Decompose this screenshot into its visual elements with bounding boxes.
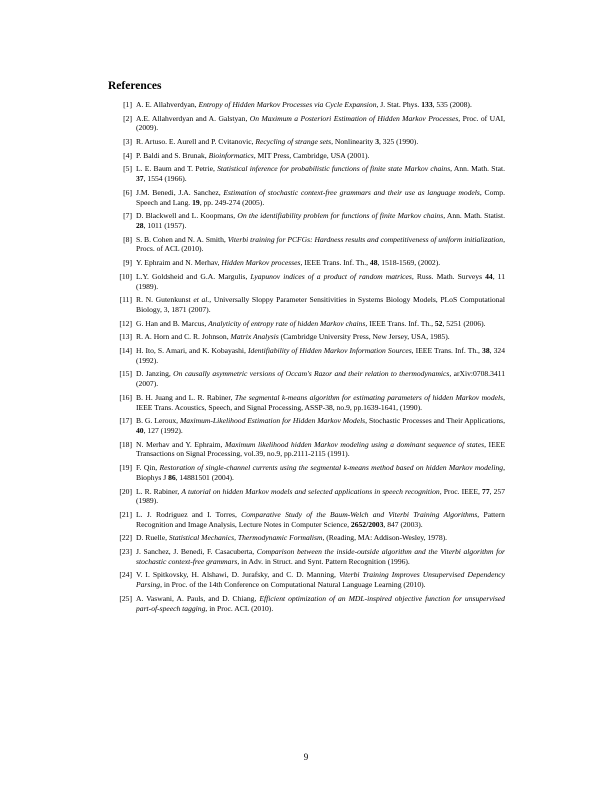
reference-number: [23] [119,547,132,557]
reference-number: [12] [119,318,132,328]
reference-source: , arXiv:0708.3411 (2007). [136,369,505,389]
reference-item [108,510,505,530]
reference-source: , Pattern Recognition and Image Analysis, Lecture Notes in Computer Science, [136,509,505,529]
reference-pages: , 325 (1990). [378,137,419,147]
reference-authors: L. E. Baum and T. Petrie, [136,164,218,174]
reference-title: Maximum likelihood hidden Markov modeling using a dominant sequence of states [225,439,485,449]
reference-authors: S. B. Cohen and N. A. Smith, [136,234,228,244]
reference-number: [6] [123,187,132,197]
reference-volume: 37 [136,174,144,184]
reference-source: , in Adv. in Struct. and Synt. Pattern Recognition (1996). [237,556,410,566]
reference-authors: J. Sanchez, J. Benedi, F. Casacuberta, [136,547,257,557]
reference-pages: Universally Sloppy Parameter Sensitivities in Systems Biology Models, PLoS Computational Biology, 3, 1871 (2007). [136,295,505,314]
reference-title: On Maximum a Posteriori Estimation of Hidden Markov Processes [249,113,459,123]
reference-authors: R. A. Horn and C. R. Johnson, [136,332,231,342]
reference-title: A tutorial on hidden Markov models and selected applications in speech recognition [181,486,440,496]
reference-authors: L. R. Rabiner, [136,486,182,496]
reference-authors: A. Vaswani, A. Pauls, and D. Chiang, [136,593,260,603]
reference-title: Matrix Analysis [230,332,279,342]
reference-title: Lyapunov indices of a product of random matrices [250,271,412,281]
reference-number: [17] [119,416,132,426]
reference-title: Analyticity of entropy rate of hidden Markov chains [208,318,366,328]
reference-authors: R. Artuso. E. Aurell and P. Cvitanovic, [136,137,256,147]
reference-source: , Procs. of ACL (2010). [136,234,505,254]
reference-number: [19] [119,463,132,473]
reference-volume: 40 [136,426,144,436]
reference-item [108,594,505,614]
reference-item [108,295,505,315]
reference-item [108,258,505,268]
reference-volume: 86 [168,472,176,482]
reference-authors: D. Janzing, [136,369,174,379]
reference-title: Comparative Study of the Baum-Welch and Viterbi Training Algorithms [241,509,478,519]
reference-source: , IEEE Trans. Acoustics, Speech, and Signal Processing, ASSP-38, no.9, pp.1639-1641, (1990). [136,392,505,412]
reference-volume: 2652/2003 [350,519,384,529]
reference-volume: 52 [434,318,443,328]
reference-number: [21] [119,509,132,519]
reference-title: Statistical Mechanics, Thermodynamic Formalism [168,533,323,543]
reference-item [108,188,505,208]
reference-source: , J. Stat. Phys. [376,100,422,109]
reference-authors: N. Merhav and Y. Ephraim, [136,439,226,449]
reference-source: , Proc. of UAI, (2009). [136,113,506,133]
reference-pages: , 1518-1569, (2002). [377,258,441,268]
reference-source: , Biophys J [136,463,505,482]
reference-source: , in Proc. ACL (2010). [205,603,274,613]
reference-authors: B. G. Leroux, [136,416,180,426]
reference-pages: , 324 (1992). [136,345,505,365]
reference-number: [5] [123,164,132,174]
reference-title: Identifiability of Hidden Markov Information Sources [248,345,412,355]
reference-source: , IEEE Trans. Inf. Th., [411,345,483,355]
reference-number: [4] [123,150,132,160]
reference-number: [8] [123,234,132,244]
reference-authors: L.Y. Goldsheid and G.A. Margulis, [136,271,251,281]
reference-volume: 3 [375,137,379,147]
reference-authors: A.E. Allahverdyan and A. Galstyan, [136,113,250,123]
reference-pages: , 535 (2008). [432,100,472,109]
reference-item [108,137,505,147]
reference-authors: H. Ito, S. Amari, and K. Kobayashi, [136,345,248,355]
references-heading: References [108,80,162,92]
reference-item [108,114,505,134]
reference-number: [24] [119,570,132,580]
reference-item [108,100,505,110]
reference-item [108,211,505,231]
reference-title: Hidden Markov processes [221,258,301,268]
reference-list [108,100,505,617]
reference-pages: , 5251 (2006). [442,318,486,328]
reference-item [108,235,505,255]
reference-item [108,319,505,329]
reference-title: Maximum-Likelihood Estimation for Hidden Markov Models [179,416,366,426]
reference-number: [3] [123,137,132,147]
reference-item [108,463,505,483]
reference-pages: , 11 (1989). [136,271,505,291]
reference-number: [25] [119,593,132,603]
reference-authors: G. Han and B. Marcus, [136,318,209,328]
reference-title: Restoration of single-channel currents using the segmental k-means method based on hidden Markov modeling [159,463,504,473]
reference-number: [15] [119,369,132,379]
reference-number: [11] [119,295,132,305]
reference-volume: 77 [482,486,490,496]
reference-number: [20] [119,486,132,496]
reference-title: Viterbi training for PCFGs: Hardness results and competitiveness of uniform initialization [227,234,504,244]
reference-item [108,151,505,161]
reference-source: , IEEE Transactions on Signal Processing, vol.39, no.9, pp.2111-2115 (1991). [136,439,505,459]
reference-item [108,393,505,413]
reference-source: , Comp. Speech and Lang. [136,187,505,207]
reference-item [108,487,505,507]
reference-item [108,369,505,389]
reference-number: [16] [119,392,132,402]
reference-authors: V. I. Spitkovsky, H. Alshawi, D. Jurafsky, and C. D. Manning, [136,570,339,580]
reference-source: , [209,295,214,305]
reference-source: , IEEE Trans. Inf. Th., [365,318,435,328]
reference-title: On the identifiability problem for functions of finite Markov chains [237,211,444,221]
reference-item [108,332,505,342]
reference-title: Estimation of stochastic context-free grammars and their use as language models [223,187,480,197]
reference-item [108,416,505,436]
reference-volume: 28 [136,221,144,231]
reference-number: [18] [119,439,132,449]
reference-pages: , 1011 (1957). [143,221,187,231]
reference-authors: P. Baldi and S. Brunak, [136,150,209,160]
reference-item [108,547,505,567]
reference-title: Bioinformatics [208,150,254,160]
reference-volume: 44 [485,271,493,281]
reference-pages: , 127 (1992). [143,426,183,436]
reference-source: , Ann. Math. Statist. [443,211,506,221]
reference-item [108,164,505,184]
reference-number: [10] [119,271,132,281]
reference-title: The segmental k-means algorithm for estimating parameters of hidden Markov models [234,392,504,402]
reference-title: Efficient optimization of an MDL-inspired objective function for unsupervised part-of-speech tagging [136,593,505,613]
reference-authors: D. Ruelle, [136,533,169,543]
reference-source: , Nonlinearity [331,137,376,147]
reference-number: [13] [119,332,132,342]
reference-source: , Ann. Math. Stat. [450,164,505,174]
reference-pages: , 847 (2003). [383,519,423,529]
reference-title: Viterbi Training Improves Unsupervised Dependency Parsing [136,570,506,590]
reference-authors: J.M. Benedi, J.A. Sanchez, [136,187,224,197]
reference-source: (Cambridge University Press, New Jersey, USA, 1985). [278,332,450,342]
reference-volume: 133 [421,100,433,109]
reference-authors: B. H. Juang and L. R. Rabiner, [136,392,235,402]
reference-authors: D. Blackwell and L. Koopmans, [136,211,238,221]
reference-source: , (Reading, MA: Addison-Wesley, 1978). [322,533,448,543]
reference-pages: , 257 (1989). [136,486,505,506]
reference-title: et al. [193,295,210,305]
reference-volume: 38 [482,345,490,355]
reference-item [108,533,505,543]
reference-number: [14] [119,345,132,355]
reference-item [108,570,505,590]
reference-number: [1] [123,100,132,109]
reference-title: Statistical inference for probabilistic functions of finite state Markov chains [217,164,451,174]
reference-title: Entropy of Hidden Markov Processes via Cycle Expansion [198,100,377,109]
reference-title: Recycling of strange sets [255,137,332,147]
reference-source: , MIT Press, Cambridge, USA (2001). [253,150,370,160]
reference-item [108,272,505,292]
reference-item [108,440,505,460]
reference-volume: 48 [369,258,378,268]
reference-source: , Proc. IEEE, [439,486,483,496]
reference-volume: 19 [192,197,200,207]
reference-source: , in Proc. of the 14th Conference on Computational Natural Language Learning (2010). [160,580,426,590]
reference-source: , Russ. Math. Surveys [411,271,486,281]
reference-authors: F. Qin, [136,463,160,473]
reference-pages: , 1554 (1966). [143,174,187,184]
reference-authors: R. N. Gutenkunst [136,295,194,305]
reference-title: Comparison between the inside-outside algorithm and the Viterbi algorithm for stochastic context-free grammars [136,547,505,566]
reference-title: On causally asymmetric versions of Occam's Razor and their relation to thermodynamics [173,369,450,379]
reference-pages: , 14881501 (2004). [175,472,234,482]
reference-authors: Y. Ephraim and N. Merhav, [136,258,222,268]
reference-authors: A. E. Allahverdyan, [136,100,199,109]
reference-item [108,346,505,366]
reference-pages: , pp. 249-274 (2005). [199,197,265,207]
reference-number: [7] [123,211,132,221]
reference-source: , IEEE Trans. Inf. Th., [300,258,370,268]
reference-source: , Stochastic Processes and Their Applications, [365,416,506,426]
reference-number: [2] [123,113,132,123]
reference-number: [9] [123,258,132,268]
page-number: 9 [303,752,309,762]
reference-authors: L. J. Rodriguez and I. Torres, [136,509,242,519]
reference-number: [22] [119,533,132,543]
